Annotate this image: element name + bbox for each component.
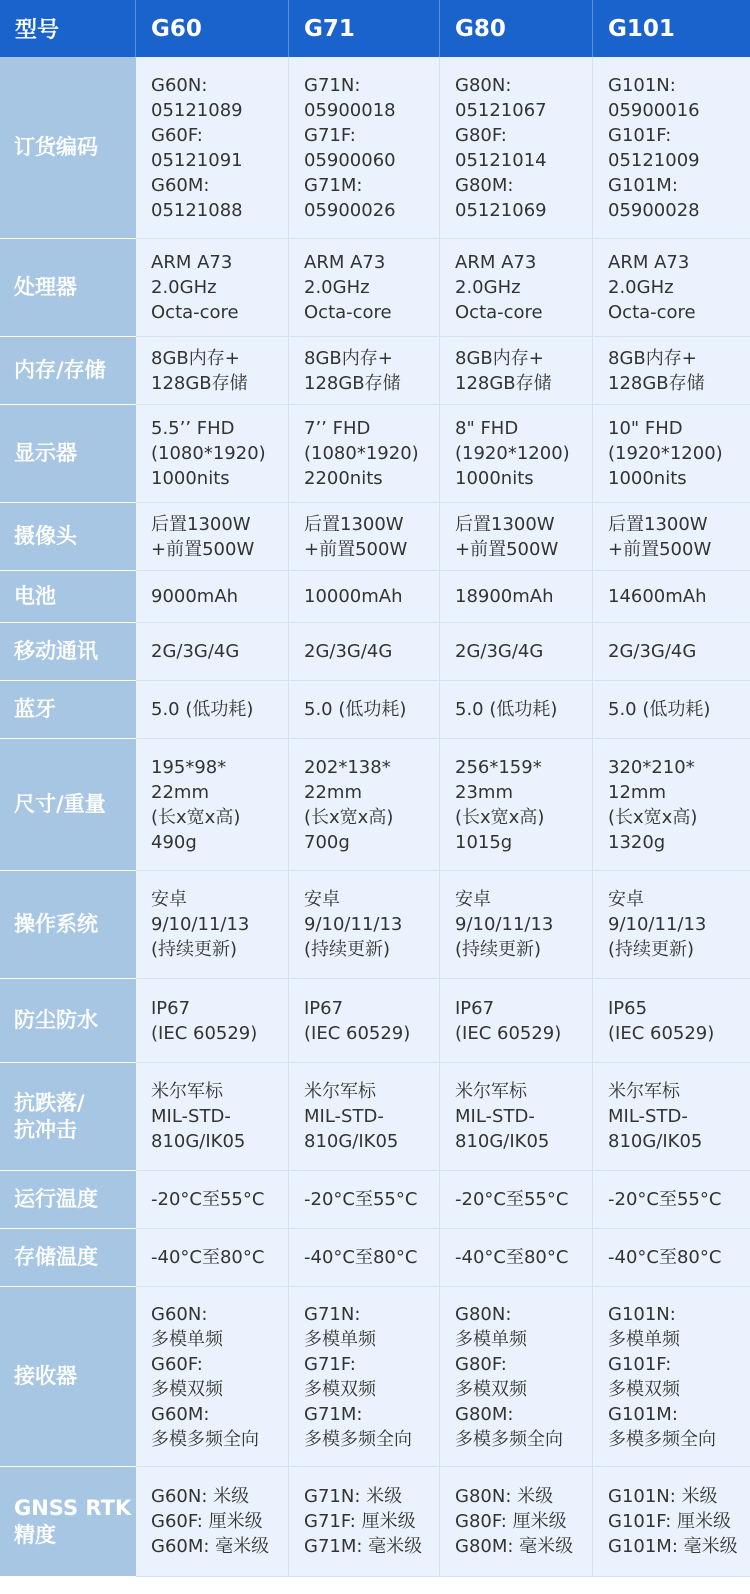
row-bluetooth bbox=[0, 681, 750, 739]
spec-cell: 米尔军标 MIL-STD- 810G/IK05 bbox=[440, 1063, 593, 1171]
spec-cell: 195*98* 22mm (长x宽x高) 490g bbox=[136, 739, 289, 871]
row-operating-temp bbox=[0, 1171, 750, 1229]
row-mobile-network bbox=[0, 623, 750, 681]
header-model-g60: G60 bbox=[136, 0, 289, 57]
spec-cell: 18900mAh bbox=[440, 571, 593, 623]
row-gnss-rtk-accuracy bbox=[0, 1467, 750, 1577]
spec-cell: 5.0 (低功耗) bbox=[440, 681, 593, 739]
row-label: GNSS RTK 精度 bbox=[0, 1467, 136, 1577]
spec-cell: ARM A73 2.0GHz Octa-core bbox=[136, 239, 289, 337]
spec-cell: G101N: 05900016 G101F: 05121009 G101M: 05900028 bbox=[593, 57, 750, 239]
spec-cell: -20°C至55°C bbox=[289, 1171, 440, 1229]
row-label: 移动通讯 bbox=[0, 623, 136, 681]
row-label: 尺寸/重量 bbox=[0, 739, 136, 871]
spec-cell: G101N: 米级 G101F: 厘米级 G101M: 毫米级 bbox=[593, 1467, 750, 1577]
spec-cell: IP67 (IEC 60529) bbox=[440, 979, 593, 1063]
spec-cell: G71N: 多模单频 G71F: 多模双频 G71M: 多模多频全向 bbox=[289, 1287, 440, 1467]
row-battery bbox=[0, 571, 750, 623]
spec-cell: 米尔军标 MIL-STD- 810G/IK05 bbox=[593, 1063, 750, 1171]
spec-cell: G60N: 米级 G60F: 厘米级 G60M: 毫米级 bbox=[136, 1467, 289, 1577]
row-storage-temp bbox=[0, 1229, 750, 1287]
row-label: 防尘防水 bbox=[0, 979, 136, 1063]
spec-cell: ARM A73 2.0GHz Octa-core bbox=[289, 239, 440, 337]
row-size-weight bbox=[0, 739, 750, 871]
spec-cell: 8GB内存+ 128GB存储 bbox=[593, 337, 750, 405]
spec-cell: G71N: 05900018 G71F: 05900060 G71M: 05900026 bbox=[289, 57, 440, 239]
row-display bbox=[0, 405, 750, 503]
spec-cell: 256*159* 23mm (长x宽x高) 1015g bbox=[440, 739, 593, 871]
header-model-g71: G71 bbox=[289, 0, 440, 57]
spec-cell: -40°C至80°C bbox=[289, 1229, 440, 1287]
spec-cell: 2G/3G/4G bbox=[440, 623, 593, 681]
spec-cell: 10000mAh bbox=[289, 571, 440, 623]
spec-cell: IP67 (IEC 60529) bbox=[136, 979, 289, 1063]
spec-cell: G60N: 多模单频 G60F: 多模双频 G60M: 多模多频全向 bbox=[136, 1287, 289, 1467]
spec-cell: 安卓 9/10/11/13 (持续更新) bbox=[440, 871, 593, 979]
spec-cell: G101N: 多模单频 G101F: 多模双频 G101M: 多模多频全向 bbox=[593, 1287, 750, 1467]
spec-cell: ARM A73 2.0GHz Octa-core bbox=[440, 239, 593, 337]
row-order-code bbox=[0, 57, 750, 239]
spec-cell: 2G/3G/4G bbox=[136, 623, 289, 681]
row-dust-water bbox=[0, 979, 750, 1063]
row-label: 运行温度 bbox=[0, 1171, 136, 1229]
spec-cell: 米尔军标 MIL-STD- 810G/IK05 bbox=[289, 1063, 440, 1171]
spec-cell: G60N: 05121089 G60F: 05121091 G60M: 05121088 bbox=[136, 57, 289, 239]
header-model-g101: G101 bbox=[593, 0, 750, 57]
row-operating-system bbox=[0, 871, 750, 979]
spec-cell: 8GB内存+ 128GB存储 bbox=[136, 337, 289, 405]
spec-cell: G80N: 多模单频 G80F: 多模双频 G80M: 多模多频全向 bbox=[440, 1287, 593, 1467]
spec-cell: 320*210* 12mm (长x宽x高) 1320g bbox=[593, 739, 750, 871]
spec-cell: 2G/3G/4G bbox=[593, 623, 750, 681]
row-camera bbox=[0, 503, 750, 571]
row-label: 电池 bbox=[0, 571, 136, 623]
spec-cell: 后置1300W +前置500W bbox=[440, 503, 593, 571]
row-drop-shock bbox=[0, 1063, 750, 1171]
spec-cell: G71N: 米级 G71F: 厘米级 G71M: 毫米级 bbox=[289, 1467, 440, 1577]
spec-cell: 14600mAh bbox=[593, 571, 750, 623]
header-model-g80: G80 bbox=[440, 0, 593, 57]
row-label: 内存/存储 bbox=[0, 337, 136, 405]
spec-cell: G80N: 05121067 G80F: 05121014 G80M: 05121069 bbox=[440, 57, 593, 239]
spec-cell: 5.0 (低功耗) bbox=[593, 681, 750, 739]
row-processor bbox=[0, 239, 750, 337]
spec-cell: 5.5’’ FHD (1080*1920) 1000nits bbox=[136, 405, 289, 503]
spec-cell: 8GB内存+ 128GB存储 bbox=[289, 337, 440, 405]
row-receiver bbox=[0, 1287, 750, 1467]
row-label: 蓝牙 bbox=[0, 681, 136, 739]
spec-cell: 7’’ FHD (1080*1920) 2200nits bbox=[289, 405, 440, 503]
spec-cell: 5.0 (低功耗) bbox=[136, 681, 289, 739]
row-label: 操作系统 bbox=[0, 871, 136, 979]
spec-cell: -20°C至55°C bbox=[440, 1171, 593, 1229]
spec-cell: 202*138* 22mm (长x宽x高) 700g bbox=[289, 739, 440, 871]
row-label: 存储温度 bbox=[0, 1229, 136, 1287]
spec-cell: -40°C至80°C bbox=[593, 1229, 750, 1287]
spec-cell: 后置1300W +前置500W bbox=[136, 503, 289, 571]
spec-cell: IP65 (IEC 60529) bbox=[593, 979, 750, 1063]
row-label: 接收器 bbox=[0, 1287, 136, 1467]
spec-cell: 安卓 9/10/11/13 (持续更新) bbox=[289, 871, 440, 979]
spec-cell: 8GB内存+ 128GB存储 bbox=[440, 337, 593, 405]
spec-cell: 安卓 9/10/11/13 (持续更新) bbox=[593, 871, 750, 979]
spec-cell: 米尔军标 MIL-STD- 810G/IK05 bbox=[136, 1063, 289, 1171]
row-label: 显示器 bbox=[0, 405, 136, 503]
header-row bbox=[0, 0, 750, 57]
row-label: 处理器 bbox=[0, 239, 136, 337]
spec-cell: 后置1300W +前置500W bbox=[289, 503, 440, 571]
spec-cell: -20°C至55°C bbox=[593, 1171, 750, 1229]
spec-cell: -20°C至55°C bbox=[136, 1171, 289, 1229]
spec-cell: -40°C至80°C bbox=[136, 1229, 289, 1287]
row-label: 抗跌落/ 抗冲击 bbox=[0, 1063, 136, 1171]
spec-cell: 9000mAh bbox=[136, 571, 289, 623]
row-label: 摄像头 bbox=[0, 503, 136, 571]
spec-cell: G80N: 米级 G80F: 厘米级 G80M: 毫米级 bbox=[440, 1467, 593, 1577]
spec-cell: ARM A73 2.0GHz Octa-core bbox=[593, 239, 750, 337]
spec-cell: 安卓 9/10/11/13 (持续更新) bbox=[136, 871, 289, 979]
spec-cell: IP67 (IEC 60529) bbox=[289, 979, 440, 1063]
spec-cell: 2G/3G/4G bbox=[289, 623, 440, 681]
header-model-label: 型号 bbox=[0, 0, 136, 57]
spec-cell: 后置1300W +前置500W bbox=[593, 503, 750, 571]
row-label: 订货编码 bbox=[0, 57, 136, 239]
row-memory-storage bbox=[0, 337, 750, 405]
spec-cell: 8" FHD (1920*1200) 1000nits bbox=[440, 405, 593, 503]
spec-cell: -40°C至80°C bbox=[440, 1229, 593, 1287]
spec-cell: 10" FHD (1920*1200) 1000nits bbox=[593, 405, 750, 503]
spec-cell: 5.0 (低功耗) bbox=[289, 681, 440, 739]
